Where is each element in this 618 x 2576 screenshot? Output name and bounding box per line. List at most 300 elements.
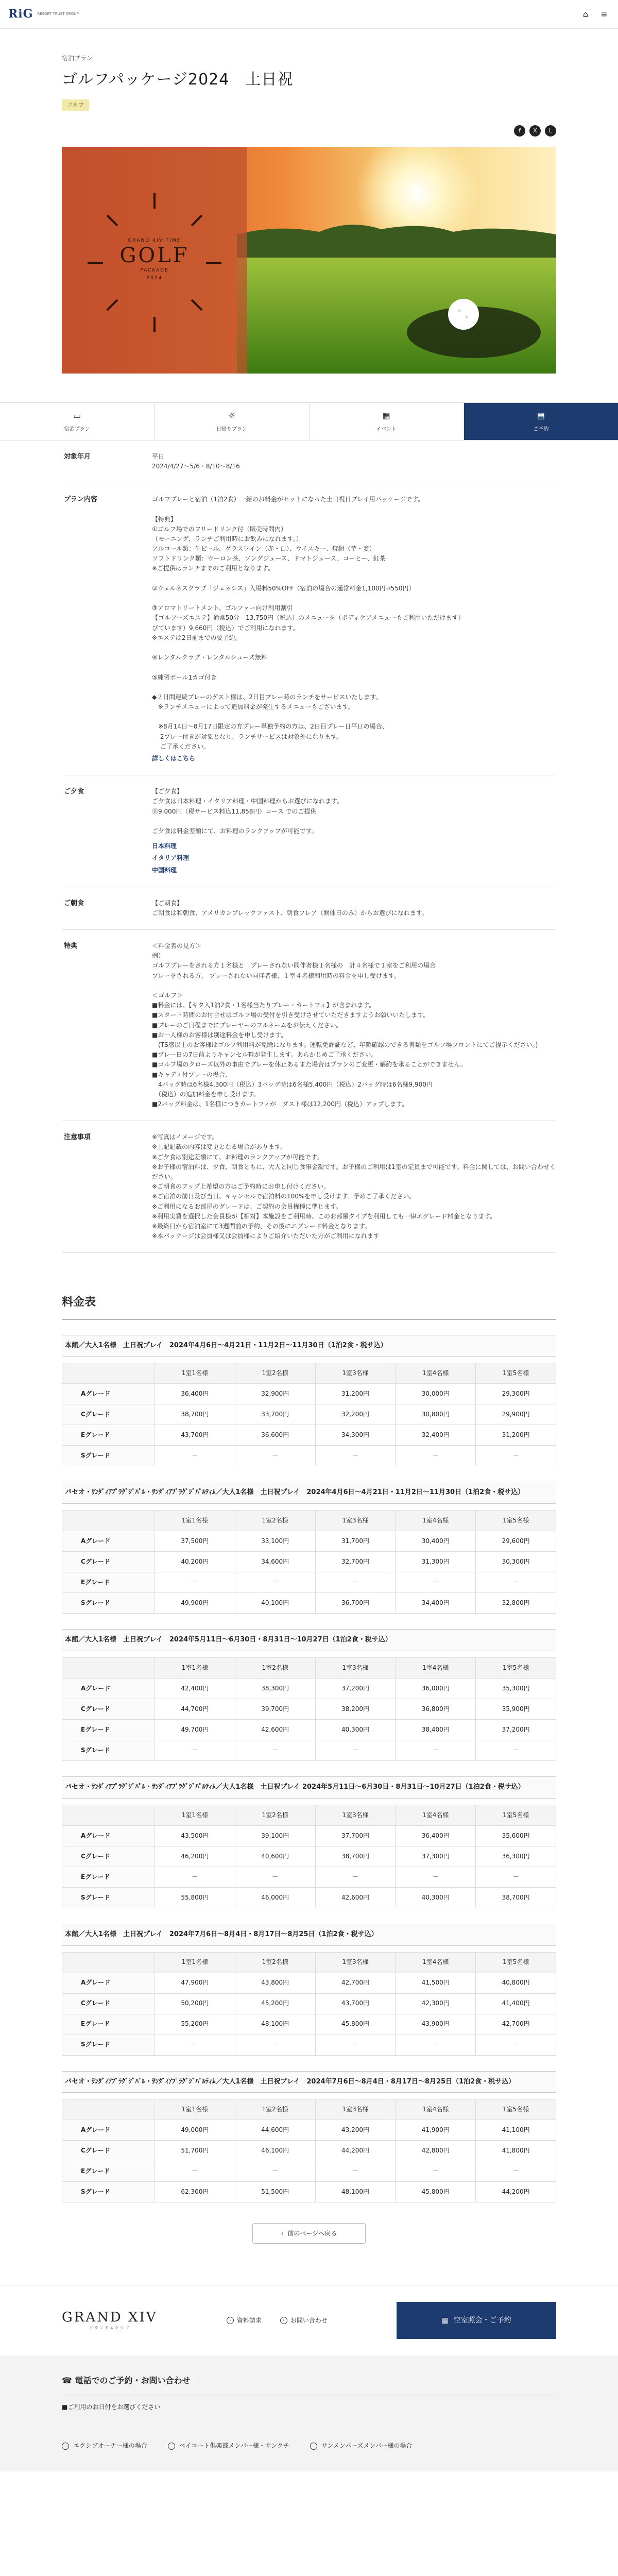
price-cell: 41,500円 (396, 1973, 476, 1993)
column-header: 1室2名様 (235, 2099, 315, 2120)
grade-label: Aグレード (62, 1384, 155, 1404)
table-corner (62, 1805, 155, 1825)
price-cell: 30,300円 (476, 1552, 556, 1572)
tab-reserve[interactable] (464, 403, 618, 440)
price-cell: 31,200円 (476, 1425, 556, 1446)
column-header: 1室1名様 (155, 2099, 235, 2120)
price-cell: 43,800円 (235, 1973, 315, 1993)
price-cell: － (476, 2161, 556, 2182)
grade-label: Sグレード (62, 1593, 155, 1614)
brochure-label: 資料請求 (236, 2316, 262, 2324)
grade-label: Eグレード (62, 1425, 155, 1446)
price-cell: 41,900円 (396, 2120, 476, 2141)
price-plan (62, 1629, 556, 1761)
info-key: 対象年月 (64, 452, 91, 461)
arrow-circle-icon: › (280, 2317, 287, 2324)
price-cell: 48,100円 (315, 2182, 396, 2202)
back-button-label: 前のページへ戻る (287, 2229, 337, 2237)
info-key: 特典 (64, 942, 78, 951)
price-cell: 37,200円 (315, 1678, 396, 1699)
price-cell: 40,100円 (235, 1593, 315, 1614)
section-tabs (0, 402, 618, 440)
info-value: 【ご朝食】 ご朝食は和朝食、アメリカンブレックファスト、朝食フレア（開催日のみ）からお選びになれます。 (152, 899, 428, 917)
detail-link[interactable]: 詳しくはこちら (152, 755, 196, 762)
table-row (62, 1446, 556, 1466)
table-row (62, 1993, 556, 2014)
contact-category-owner[interactable] (62, 2441, 147, 2451)
price-cell: － (476, 1572, 556, 1593)
column-header: 1室2名様 (235, 1952, 315, 1973)
table-corner (62, 1511, 155, 1531)
price-cell: 62,300円 (155, 2182, 235, 2202)
footer-bar (0, 2285, 618, 2355)
price-cell: 29,300円 (476, 1384, 556, 1404)
column-header: 1室4名様 (396, 1657, 476, 1678)
japanese-restaurant-link[interactable]: 日本料理 (152, 842, 177, 850)
price-cell: 41,400円 (476, 1993, 556, 2014)
table-row (62, 1846, 556, 1867)
tab-label: ご予約 (533, 426, 549, 432)
price-cell: － (315, 1867, 396, 1887)
price-cell: － (396, 2161, 476, 2182)
column-header: 1室4名様 (396, 1952, 476, 1973)
footer-logo-sub: グランドエクシブ (89, 2326, 130, 2331)
contact-category-baycourt[interactable] (168, 2441, 289, 2451)
inquiry-label: お問い合わせ (290, 2316, 328, 2324)
page-title: ゴルフパッケージ2024 土日祝 (62, 71, 294, 89)
column-header: 1室2名様 (235, 1657, 315, 1678)
reserve-button-label: 空室照会・ご予約 (453, 2316, 511, 2325)
tab-daytrip[interactable] (154, 403, 309, 440)
column-header: 1室3名様 (315, 1805, 396, 1825)
hero-caption-bottom: PACKAGE (140, 268, 169, 274)
price-cell: 44,200円 (315, 2141, 396, 2161)
info-value: ＜料金表の見方＞ 例） ゴルフプレーをされる方１名様と プレーされない同伴者様１名様の 計４名様で１室をご利用の場合 プレーをされる方、 プレーされない同伴者様、１室４名様利用時の料金を申し受けます。 ＜ゴルフ＞ ■料金には、【キタ入1泊2食・1名様当たりプレー・カートフィ】が含まれます。 ■スタート時間のお付合せはゴルフ場の受付を引き受けさせていただきますようお願いいたします。 ■プレーのご日程までにプレーヤーのフルネームをお伝えください。 ■お一人様のお客様は別途料金を申し受けます。 (TS感以上のお客様はゴルフ利用料が免除になります。運転免許証など、年齢確認のできる書類をゴルフ場フロントにてご提示ください。) ■プレー日の7日前よりキャンセル料が発生します。あらかじめご了承ください。 ■ゴルフ場のクローズ以外の事由でプレーを休止あるまた場合はプランのご変更・解約を承ることができません。 ■キャディ付プレーの場合、 4バッグ時は6名様4,300円（税込）3バッグ時は6名様5,400円（税込）2バッグ時は6名様9,900円 （税込）の追加料金を申し受けます。 ■2バッグ料金は、1名様につきカートフィが ダスト様は12,200円（税込）アップします。 (152, 942, 538, 1108)
column-header: 1室3名様 (315, 1363, 396, 1384)
main-content (62, 54, 556, 374)
radio-icon (168, 2443, 175, 2450)
category-tag[interactable]: ゴルフ (62, 99, 89, 111)
price-cell: － (235, 2161, 315, 2182)
tab-event[interactable] (310, 403, 464, 440)
info-value-wrap (152, 787, 556, 875)
price-cell: 38,400円 (396, 1719, 476, 1740)
column-header: 1室2名様 (235, 1363, 315, 1384)
price-cell: － (155, 1446, 235, 1466)
price-cell: 35,300円 (476, 1678, 556, 1699)
price-cell: － (476, 1446, 556, 1466)
price-cell: 43,200円 (315, 2120, 396, 2141)
grade-label: Sグレード (62, 1887, 155, 1908)
column-header: 1室4名様 (396, 1511, 476, 1531)
info-value: 平日 2024/4/27〜5/6・8/10〜8/16 (152, 452, 240, 470)
share-buttons (62, 125, 556, 137)
info-table (62, 440, 556, 1253)
hero-golf-text: GOLF (119, 244, 190, 268)
chevron-left-icon: ‹ (281, 2229, 284, 2237)
price-cell: － (476, 1740, 556, 1760)
price-cell: 40,600円 (235, 1846, 315, 1867)
price-cell: 44,600円 (235, 2120, 315, 2141)
contact-category-label: エクシブオーナー様の場合 (73, 2442, 147, 2450)
table-row (62, 1425, 556, 1446)
grade-label: Cグレード (62, 1699, 155, 1719)
table-row (62, 1593, 556, 1614)
info-row-benefits (62, 930, 556, 1121)
table-row (62, 1572, 556, 1593)
column-header: 1室3名様 (315, 2099, 396, 2120)
price-cell: 32,400円 (396, 1425, 476, 1446)
price-cell: － (155, 1572, 235, 1593)
price-cell: － (155, 1740, 235, 1760)
brochure-link[interactable] (227, 2316, 262, 2326)
price-cell: － (155, 1867, 235, 1887)
price-cell: 42,700円 (315, 1973, 396, 1993)
table-row (62, 1552, 556, 1572)
price-cell: － (155, 2161, 235, 2182)
info-row-dinner (62, 775, 556, 887)
table-corner (62, 1657, 155, 1678)
calendar-icon: ▦ (382, 410, 390, 420)
italian-restaurant-link[interactable]: イタリア料理 (152, 854, 190, 862)
tab-label: 日帰りプラン (216, 426, 247, 432)
price-cell: － (476, 2035, 556, 2055)
price-cell: 46,000円 (235, 1887, 315, 1908)
price-cell: 40,300円 (396, 1887, 476, 1908)
price-cell: － (396, 2035, 476, 2055)
calendar-icon: ▦ (441, 2316, 449, 2325)
back-button[interactable] (252, 2223, 366, 2244)
price-cell: 43,700円 (315, 1993, 396, 2014)
price-cell: 36,400円 (155, 1384, 235, 1404)
info-value: ゴルフプレーと宿泊（1泊2食）一緒のお料金がセットになった土日祝日プレイ用パッケージです。 【特典】 ①ゴルフ場でのフリードリンク付（販売時間内） （モーニング、ランチご利用時にお飲みになれます。） アルコール類：生ビール、グラスワイン（赤・白）、ウイスキー、焼酎（芋・麦） ソフトドリンク類：ウーロン茶、ソングジュース、ドマトジュース、コーヒー、紅茶 ※ご提供はランチまでのご利用となります。 ②ウェルネスクラブ「ジェネシス」入場料50%OFF（宿泊の場合の通常料金1,100円⇒550円） ③アロマトリートメント、ゴルファー向け利用割引 【ゴルフーズエステ】通常50分 13,750円（税込）のメニューを（ボディケアメニューもご利用いただけます） びています）9,660円（税込）でご利用になれます。 ※エステは2日前までの要予約。 ④レンタルクラブ・レンタルシューズ無料 ⑤練習ボール1カゴ付き ◆２日間連続プレーのゲスト様は、2日目プレー時のランチをサービスいたします。 ※ランチメニューによって追加料金が発生するメニューもございます。 ※8月14日〜8月17日限定の方プレー単独予約の方は、2日目プレー日平日の場合、 2プレー付きが対象となり、ランチサービスは対象外になります。 ご了承ください。 (152, 496, 465, 750)
plan-heading: パセオ・ｻﾝﾀﾞｨｱﾌﾟﾗｸﾞｼﾞﾊﾟﾙ・ｻﾝﾀﾞｨｱﾌﾟﾗｸﾞｼﾞﾊﾟﾙﾃｨﾑ／大人1名様 土日祝プレイ 2024年5月11日〜6月30日・8月31日〜10月27日（1泊2食・税サ込） (62, 1776, 556, 1799)
contact-category-sunmembers[interactable] (310, 2441, 413, 2451)
table-row (62, 2014, 556, 2035)
column-header: 1室1名様 (155, 1952, 235, 1973)
hero-image (62, 147, 556, 374)
price-cell: 38,700円 (315, 1846, 396, 1867)
price-cell: 31,700円 (315, 1531, 396, 1552)
logo-mark: RiG (8, 7, 33, 21)
grade-label: Aグレード (62, 1973, 155, 1993)
price-cell: 35,900円 (476, 1699, 556, 1719)
table-row (62, 1384, 556, 1404)
price-cell: 36,300円 (476, 1846, 556, 1867)
price-cell: 30,000円 (396, 1384, 476, 1404)
line-icon[interactable]: L (545, 125, 556, 137)
plan-heading: パセオ・ｻﾝﾀﾞｨｱﾌﾟﾗｸﾞｼﾞﾊﾟﾙ・ｻﾝﾀﾞｨｱﾌﾟﾗｸﾞｼﾞﾊﾟﾙﾃｨﾑ／大人1名様 土日祝プレイ 2024年7月6日〜8月4日・8月17日〜8月25日（1泊2食・税サ込） (62, 2071, 556, 2093)
column-header: 1室2名様 (235, 1511, 315, 1531)
header-icons (580, 9, 610, 20)
price-cell: 46,200円 (155, 1846, 235, 1867)
info-key: 注意事項 (64, 1133, 91, 1142)
hero-year: 2024 (146, 275, 163, 281)
price-cell: 32,200円 (315, 1404, 396, 1425)
price-cell: 45,800円 (315, 2014, 396, 2035)
grade-label: Aグレード (62, 2120, 155, 2141)
tab-stay[interactable] (0, 403, 154, 440)
price-cell: － (315, 1446, 396, 1466)
price-cell: 35,600円 (476, 1825, 556, 1846)
price-cell: 42,600円 (235, 1719, 315, 1740)
price-table (62, 1657, 556, 1761)
grade-label: Sグレード (62, 2035, 155, 2055)
column-header: 1室1名様 (155, 1511, 235, 1531)
price-cell: 42,300円 (396, 1993, 476, 2014)
info-key: ご朝食 (64, 899, 84, 907)
column-header: 1室3名様 (315, 1952, 396, 1973)
price-cell: 38,200円 (315, 1699, 396, 1719)
price-cell: － (155, 2035, 235, 2055)
grade-label: Eグレード (62, 2161, 155, 2182)
tab-label: イベント (376, 426, 397, 432)
price-plan (62, 2071, 556, 2203)
price-cell: － (235, 1446, 315, 1466)
price-cell: 49,000円 (155, 2120, 235, 2141)
category-label: 宿泊プラン (62, 55, 93, 62)
price-cell: 51,500円 (235, 2182, 315, 2202)
logo[interactable] (8, 5, 83, 23)
price-table (62, 1952, 556, 2056)
info-key: プラン内容 (64, 496, 98, 504)
column-header: 1室4名様 (396, 1805, 476, 1825)
table-row (62, 1678, 556, 1699)
hero-caption-top: GRAND XIV TIME (128, 238, 181, 243)
chinese-restaurant-link[interactable]: 中国料理 (152, 866, 177, 874)
price-cell: 36,400円 (396, 1825, 476, 1846)
price-cell: 50,200円 (155, 1993, 235, 2014)
tab-label: 宿泊プラン (64, 426, 90, 432)
price-cell: 37,300円 (396, 1846, 476, 1867)
price-table (62, 1510, 556, 1614)
contact-category-label: サンメンバーズメンバー様の場合 (321, 2442, 413, 2450)
table-row (62, 2141, 556, 2161)
price-cell: 31,300円 (396, 1552, 476, 1572)
price-cell: － (315, 1740, 396, 1760)
arrow-circle-icon: › (227, 2317, 234, 2324)
price-table (62, 2099, 556, 2202)
inquiry-link[interactable] (280, 2316, 328, 2326)
grade-label: Eグレード (62, 2014, 155, 2035)
table-row (62, 1973, 556, 1993)
price-cell: 34,400円 (396, 1593, 476, 1614)
price-cell: 45,200円 (235, 1993, 315, 2014)
radio-icon (62, 2443, 69, 2450)
column-header: 1室5名様 (476, 1952, 556, 1973)
price-cell: 36,800円 (396, 1699, 476, 1719)
price-cell: 40,800円 (476, 1973, 556, 1993)
bed-icon: ▭ (73, 410, 81, 420)
price-cell: 33,700円 (235, 1404, 315, 1425)
price-cell: 32,700円 (315, 1552, 396, 1572)
price-cell: 40,300円 (315, 1719, 396, 1740)
dinner-links (152, 841, 556, 875)
grade-label: Aグレード (62, 1531, 155, 1552)
price-cell: － (396, 1572, 476, 1593)
price-cell: 38,300円 (235, 1678, 315, 1699)
contact-subtitle: ■ご利用のお日付をお選びください (62, 2403, 161, 2411)
price-cell: 38,700円 (155, 1404, 235, 1425)
grade-label: Sグレード (62, 1740, 155, 1760)
price-cell: 29,900円 (476, 1404, 556, 1425)
column-header: 1室4名様 (396, 2099, 476, 2120)
price-cell: － (235, 1740, 315, 1760)
sun-icon: ☼ (228, 410, 236, 420)
price-cell: 40,200円 (155, 1552, 235, 1572)
price-cell: 45,800円 (396, 2182, 476, 2202)
price-cell: 41,800円 (476, 2141, 556, 2161)
plan-heading: 本館／大人1名様 土日祝プレイ 2024年7月6日〜8月4日・8月17日〜8月25日（1泊2食・税サ込） (62, 1924, 556, 1946)
footer-logo-text: GRAND XIV (62, 2310, 158, 2326)
footer-links (227, 2316, 328, 2326)
home-icon[interactable]: ⌂ (582, 9, 589, 19)
column-header: 1室3名様 (315, 1511, 396, 1531)
price-cell: 42,800円 (396, 2141, 476, 2161)
grade-label: Eグレード (62, 1719, 155, 1740)
reserve-icon: ▤ (537, 410, 545, 420)
price-table-title: 料金表 (62, 1293, 556, 1319)
info-row-content (62, 483, 556, 775)
price-cell: 49,700円 (155, 1719, 235, 1740)
logo-subtext: RESORT TRUST GROUP (37, 12, 79, 16)
price-cell: 36,700円 (315, 1593, 396, 1614)
price-table (62, 1363, 556, 1466)
price-cell: － (315, 2161, 396, 2182)
price-cell: 55,800円 (155, 1887, 235, 1908)
menu-icon[interactable]: ≡ (600, 9, 608, 19)
table-row (62, 1699, 556, 1719)
plan-detail (62, 440, 556, 2244)
x-icon[interactable]: X (529, 125, 541, 137)
price-cell: 39,700円 (235, 1699, 315, 1719)
column-header: 1室5名様 (476, 1363, 556, 1384)
price-cell: 37,500円 (155, 1531, 235, 1552)
table-row (62, 2182, 556, 2202)
info-value: ※写真はイメージです。 ※上記記載の内容は変更となる場合があります。 ※ご夕食は別途差額にて、お料理のランクアップが可能です。 ※お子様の宿泊料は、夕食、朝食ともに、大人と同じ食事金額です。お子様のご利用は1室の定員まで可能です。料金に関しては、お問い合わせください。 ※ご朝食のアップ上希望の方はご予約時にお申し付けください。 ※ご宿泊の前日及び当日、キャンセルで宿泊料の100%を申し受けます。予めご了承ください。 ※ご利用になるお部屋のグレードは、ご契約の会員権種に準じます。 ※利用実費を選択した会員様が【相対】本施設をご利用時、このお部屋タイプを利用しても一律エグレード料金となります。 ※最終日から宿泊室にて3週間前の予約、その後にエグレード料金となります。 ※本パッケージは会員様又は会員様によりご紹介いただいた方がご利用になれます (152, 1133, 556, 1240)
grade-label: Sグレード (62, 1446, 155, 1466)
price-cell: 42,400円 (155, 1678, 235, 1699)
column-header: 1室5名様 (476, 1657, 556, 1678)
info-row-breakfast (62, 887, 556, 930)
price-cell: － (396, 1740, 476, 1760)
price-cell: 30,400円 (396, 1531, 476, 1552)
table-corner (62, 1363, 155, 1384)
price-cell: 49,900円 (155, 1593, 235, 1614)
column-header: 1室1名様 (155, 1657, 235, 1678)
price-cell: 36,600円 (235, 1425, 315, 1446)
price-cell: 29,600円 (476, 1531, 556, 1552)
table-row (62, 1404, 556, 1425)
price-plans (62, 1335, 556, 2203)
price-cell: 33,100円 (235, 1531, 315, 1552)
price-cell: 46,100円 (235, 2141, 315, 2161)
plan-heading: 本館／大人1名様 土日祝プレイ 2024年5月11日〜6月30日・8月31日〜10月27日（1泊2食・税サ込） (62, 1629, 556, 1651)
grade-label: Cグレード (62, 2141, 155, 2161)
price-cell: 36,000円 (396, 1678, 476, 1699)
table-row (62, 2161, 556, 2182)
table-corner (62, 1952, 155, 1973)
price-cell: 41,100円 (476, 2120, 556, 2141)
price-cell: 32,800円 (476, 1593, 556, 1614)
price-cell: － (235, 1572, 315, 1593)
grade-label: Aグレード (62, 1678, 155, 1699)
radio-icon (310, 2443, 317, 2450)
contact-section (0, 2355, 618, 2471)
price-cell: － (315, 2035, 396, 2055)
column-header: 1室3名様 (315, 1657, 396, 1678)
contact-title-text: 電話でのご予約・お問い合わせ (75, 2376, 191, 2386)
price-cell: 39,100円 (235, 1825, 315, 1846)
price-cell: 34,300円 (315, 1425, 396, 1446)
column-header: 1室5名様 (476, 1805, 556, 1825)
price-cell: 31,200円 (315, 1384, 396, 1404)
table-row (62, 1825, 556, 1846)
table-row (62, 2120, 556, 2141)
grade-label: Cグレード (62, 1993, 155, 2014)
facebook-icon[interactable]: f (514, 125, 525, 137)
column-header: 1室5名様 (476, 2099, 556, 2120)
price-cell: 43,700円 (155, 1425, 235, 1446)
price-cell: 42,700円 (476, 2014, 556, 2035)
hero-caption (93, 237, 216, 282)
price-cell: 32,900円 (235, 1384, 315, 1404)
plan-heading: パセオ・ｻﾝﾀﾞｨｱﾌﾟﾗｸﾞｼﾞﾊﾟﾙ・ｻﾝﾀﾞｨｱﾌﾟﾗｸﾞｼﾞﾊﾟﾙﾃｨﾑ／大人1名様 土日祝プレイ 2024年4月6日〜4月21日・11月2日〜11月30日（1泊2食・税サ込） (62, 1482, 556, 1504)
price-cell: 55,200円 (155, 2014, 235, 2035)
column-header: 1室1名様 (155, 1805, 235, 1825)
table-row (62, 1887, 556, 1908)
price-cell: 30,800円 (396, 1404, 476, 1425)
contact-title (62, 2374, 556, 2395)
column-header: 1室4名様 (396, 1363, 476, 1384)
price-plan (62, 1482, 556, 1614)
grade-label: Cグレード (62, 1552, 155, 1572)
price-cell: 34,600円 (235, 1552, 315, 1572)
site-header (0, 0, 618, 29)
reserve-button[interactable] (397, 2302, 556, 2339)
info-value-wrap (152, 495, 556, 764)
price-cell: 37,700円 (315, 1825, 396, 1846)
price-cell: － (396, 1867, 476, 1887)
info-value: 【ご夕食】 ご夕食は日本料理・イタリア料理・中国料理からお選びになれます。 ⓪9,000円（税サービス料込11,858円）コース でのご提供 ご夕食は料金差額にて、お料理のランクアップが可能です。 (152, 788, 344, 835)
info-row-notes (62, 1121, 556, 1253)
price-cell: 43,900円 (396, 2014, 476, 2035)
price-cell: 51,700円 (155, 2141, 235, 2161)
price-cell: － (476, 1867, 556, 1887)
info-key: ご夕食 (64, 788, 84, 796)
plan-heading: 本館／大人1名様 土日祝プレイ 2024年4月6日〜4月21日・11月2日〜11月30日（1泊2食・税サ込） (62, 1335, 556, 1357)
price-cell: 37,200円 (476, 1719, 556, 1740)
grade-label: Eグレード (62, 1572, 155, 1593)
price-cell: － (235, 2035, 315, 2055)
column-header: 1室1名様 (155, 1363, 235, 1384)
footer-logo[interactable] (62, 2311, 158, 2330)
price-plan (62, 1776, 556, 1908)
price-cell: － (235, 1867, 315, 1887)
price-cell: － (396, 1446, 476, 1466)
grade-label: Sグレード (62, 2182, 155, 2202)
table-row (62, 1531, 556, 1552)
price-cell: － (315, 1572, 396, 1593)
column-header: 1室5名様 (476, 1511, 556, 1531)
column-header: 1室2名様 (235, 1805, 315, 1825)
grade-label: Aグレード (62, 1825, 155, 1846)
price-cell: 38,700円 (476, 1887, 556, 1908)
price-cell: 43,500円 (155, 1825, 235, 1846)
table-row (62, 1719, 556, 1740)
table-row (62, 1867, 556, 1887)
price-cell: 44,200円 (476, 2182, 556, 2202)
